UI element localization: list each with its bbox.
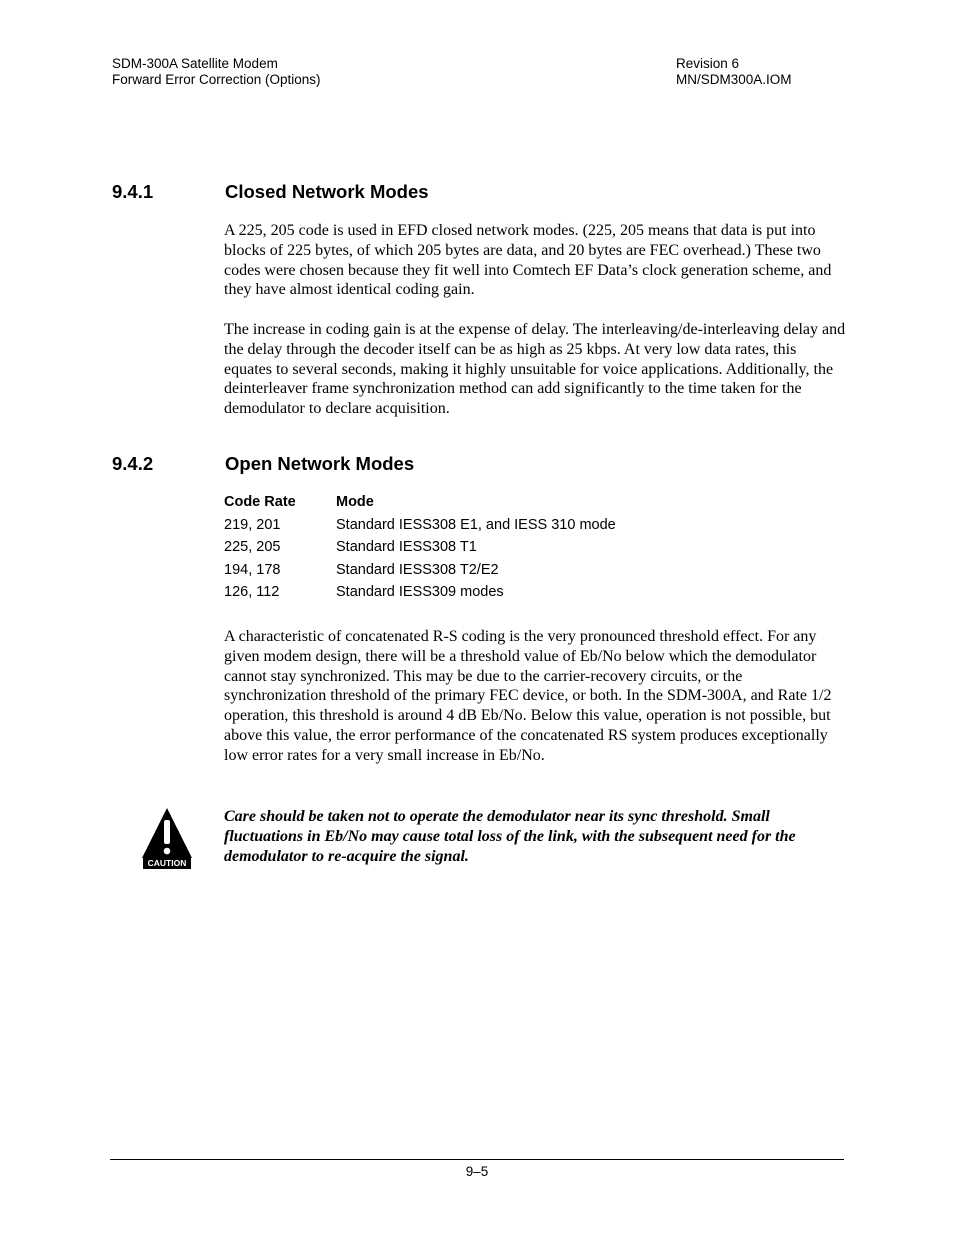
closed-network-paragraph-2: The increase in coding gain is at the expense of delay. The interleaving/de-interleaving delay and the delay through the decoder itself can be as high as 25 kbps. At very low data rates, this equates to several seconds, making it highly unsuitable for voice applications. Additionally, the deinterleaver frame synchronization method can add significantly to the time taken for the demodulator to declare acquisition. (224, 321, 846, 418)
page-number: 9–5 (465, 1164, 489, 1179)
mode-cell: Standard IESS309 modes (336, 584, 504, 601)
open-network-paragraph: A characteristic of concatenated R-S coding is the very pronounced threshold effect. For any given modem design, there will be a threshold value of Eb/No below which the demodulator cannot stay synchronized. This may be due to the carrier-recovery circuits, or the synchronization threshold of the primary FEC device, or both. In the SDM-300A, and Rate 1/2 operation, this threshold is around 4 dB Eb/No. Below this value, operation is not possible, but above this value, the error performance of the concatenated RS system produces exceptionally low error rates for a very small increase in Eb/No. (224, 628, 832, 764)
header-document-title: SDM-300A Satellite Modem (112, 56, 278, 71)
column-header-mode: Mode (336, 494, 374, 510)
footer-divider (110, 1159, 844, 1160)
caution-label: CAUTION (147, 858, 187, 868)
mode-cell: Standard IESS308 T2/E2 (336, 561, 499, 578)
section-number: 9.4.2 (112, 453, 154, 474)
mode-cell: Standard IESS308 E1, and IESS 310 mode (336, 516, 616, 533)
caution-text: Care should be taken not to operate the demodulator near its sync threshold. Small fluctuations in Eb/No may cause total loss of the link, with the subsequent need for the demodulator to re-acquire the signal. (224, 808, 796, 865)
column-header-code-rate: Code Rate (224, 494, 296, 510)
section-title: Open Network Modes (225, 453, 415, 474)
code-rate-cell: 225, 205 (224, 539, 281, 556)
header-left (112, 56, 321, 88)
header-chapter-title: Forward Error Correction (Options) (112, 72, 321, 87)
header-document-number: MN/SDM300A.IOM (676, 72, 792, 87)
code-rate-cell: 194, 178 (224, 561, 281, 578)
code-rate-cell: 126, 112 (224, 584, 280, 601)
section-title: Closed Network Modes (225, 181, 429, 202)
code-rate-cell: 219, 201 (224, 516, 281, 533)
mode-cell: Standard IESS308 T1 (336, 539, 477, 556)
header-right (676, 56, 792, 88)
header-revision: Revision 6 (676, 56, 740, 71)
caution-warning-icon (140, 806, 194, 870)
closed-network-paragraph-1: A 225, 205 code is used in EFD closed network modes. (225, 205 means that data is put into blocks of 225 bytes, of which 205 bytes are data, and 20 bytes are FEC overhead.) These two codes were chosen because they fit well into Comtech EF Data’s clock generation scheme, and they have almost identical coding gain. (224, 222, 832, 299)
section-number: 9.4.1 (112, 181, 154, 202)
